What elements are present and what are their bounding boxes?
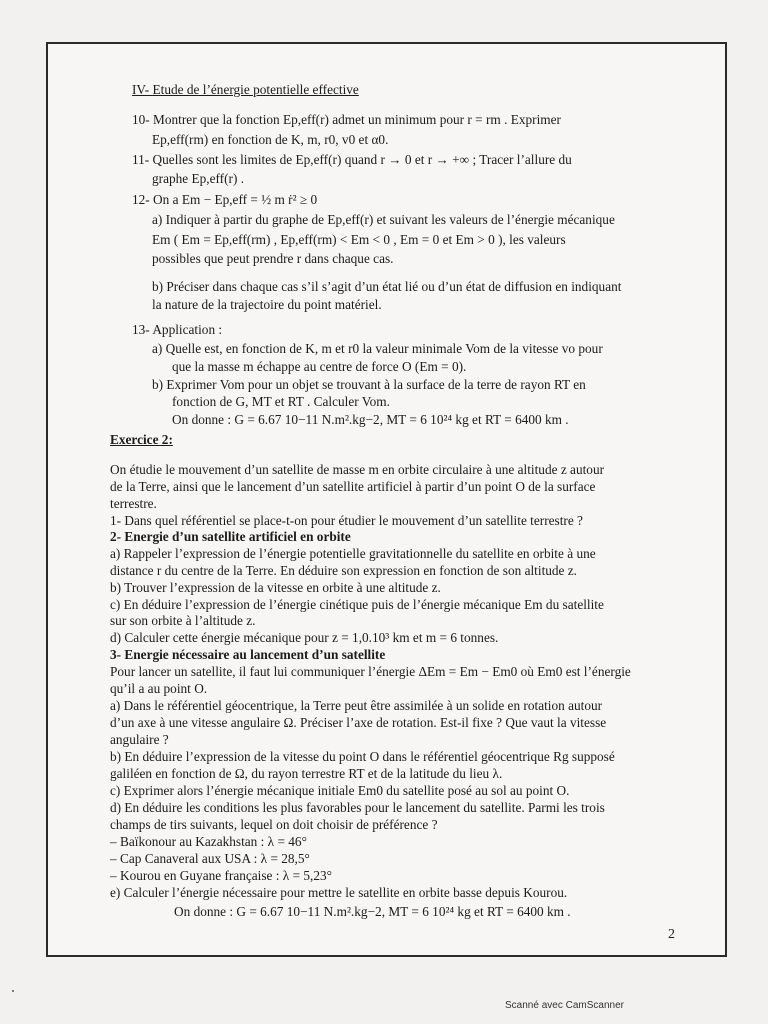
- ex2-line: Pour lancer un satellite, il faut lui communiquer l’énergie ΔEm = Em − Em0 où Em0 est l’énergie: [110, 664, 631, 679]
- ex2-line: terrestre.: [110, 496, 157, 511]
- ex2-line: champs de tirs suivants, lequel on doit choisir de préférence ?: [110, 817, 438, 832]
- page-frame: [46, 42, 727, 957]
- q13-line-6: On donne : G = 6.67 10−11 N.m².kg−2, MT = 6 10²⁴ kg et RT = 6400 km .: [172, 412, 569, 427]
- ex2-line: c) Exprimer alors l’énergie mécanique initiale Em0 du satellite posé au sol au point O.: [110, 783, 570, 798]
- exercice2-title: Exercice 2:: [110, 432, 173, 447]
- q13-line-5: fonction de G, MT et RT . Calculer Vom.: [172, 394, 390, 409]
- ex2-line: – Baïkonour au Kazakhstan : λ = 46°: [110, 834, 307, 849]
- ex2-heading: 2- Energie d’un satellite artificiel en orbite: [110, 529, 351, 544]
- ex2-line: d) En déduire les conditions les plus favorables pour le lancement du satellite. Parmi les trois: [110, 800, 605, 815]
- q12-line-1: 12- On a Em − Ep,eff = ½ m ṙ² ≥ 0: [132, 192, 318, 207]
- q11-line-1: 11- Quelles sont les limites de Ep,eff(r) quand r → 0 et r → +∞ ; Tracer l’allure du: [132, 152, 572, 167]
- section-iv-title: IV- Etude de l’énergie potentielle effective: [132, 82, 359, 97]
- ex2-heading: 3- Energie nécessaire au lancement d’un satellite: [110, 647, 386, 662]
- ex2-line: 1- Dans quel référentiel se place-t-on pour étudier le mouvement d’un satellite terrestre ?: [110, 513, 583, 528]
- ex2-line: e) Calculer l’énergie nécessaire pour mettre le satellite en orbite basse depuis Kourou.: [110, 885, 568, 900]
- scanner-watermark: Scanné avec CamScanner: [505, 1000, 624, 1011]
- ex2-line: d’un axe à une vitesse angulaire Ω. Préciser l’axe de rotation. Est-il fixe ? Que vaut la vitesse: [110, 715, 607, 730]
- q13-line-2: a) Quelle est, en fonction de K, m et r0 la valeur minimale Vom de la vitesse vo pour: [152, 341, 603, 356]
- q12-line-3: Em ( Em = Ep,eff(rm) , Ep,eff(rm) < Em < 0 , Em = 0 et Em > 0 ), les valeurs: [152, 232, 566, 247]
- q13-line-4: b) Exprimer Vom pour un objet se trouvant à la surface de la terre de rayon RT en: [152, 377, 586, 392]
- q13-line-3: que la masse m échappe au centre de force O (Em = 0).: [172, 359, 467, 374]
- ex2-line: b) En déduire l’expression de la vitesse du point O dans le référentiel géocentrique Rg supposé: [110, 749, 615, 764]
- page-number: 2: [668, 927, 675, 942]
- q10-line-1: 10- Montrer que la fonction Ep,eff(r) admet un minimum pour r = rm . Exprimer: [132, 112, 561, 127]
- ex2-line: a) Rappeler l’expression de l’énergie potentielle gravitationnelle du satellite en orbite à une: [110, 546, 596, 561]
- ex2-line: de la Terre, ainsi que le lancement d’un satellite artificiel à partir d’un point O de la surface: [110, 479, 596, 494]
- ex2-line: On étudie le mouvement d’un satellite de masse m en orbite circulaire à une altitude z autour: [110, 462, 605, 477]
- ex2-line: d) Calculer cette énergie mécanique pour z = 1,0.10³ km et m = 6 tonnes.: [110, 630, 499, 645]
- ex2-line: galiléen en fonction de Ω, du rayon terrestre RT et de la latitude du lieu λ.: [110, 766, 503, 781]
- ex2-line: b) Trouver l’expression de la vitesse en orbite à une altitude z.: [110, 580, 441, 595]
- q10-line-2: Ep,eff(rm) en fonction de K, m, r0, v0 et α0.: [152, 132, 389, 147]
- q12-line-6: la nature de la trajectoire du point matériel.: [152, 297, 382, 312]
- ex2-line: qu’il a au point O.: [110, 681, 208, 696]
- ex2-line: sur son orbite à l’altitude z.: [110, 613, 256, 628]
- q11-line-2: graphe Ep,eff(r) .: [152, 171, 245, 186]
- q13-line-1: 13- Application :: [132, 322, 223, 337]
- ex2-line: – Cap Canaveral aux USA : λ = 28,5°: [110, 851, 310, 866]
- ex2-line: c) En déduire l’expression de l’énergie cinétique puis de l’énergie mécanique Em du satellite: [110, 597, 604, 612]
- ex2-line: a) Dans le référentiel géocentrique, la Terre peut être assimilée à un solide en rotation autour: [110, 698, 603, 713]
- ex2-line: angulaire ?: [110, 732, 169, 747]
- scan-speck: [12, 990, 14, 992]
- ex2-line: On donne : G = 6.67 10−11 N.m².kg−2, MT = 6 10²⁴ kg et RT = 6400 km .: [174, 904, 571, 919]
- ex2-line: distance r du centre de la Terre. En déduire son expression en fonction de son altitude z.: [110, 563, 578, 578]
- ex2-line: – Kourou en Guyane française : λ = 5,23°: [110, 868, 332, 883]
- q12-line-4: possibles que peut prendre r dans chaque cas.: [152, 251, 394, 266]
- q12-line-2: a) Indiquer à partir du graphe de Ep,eff(r) et suivant les valeurs de l’énergie mécanique: [152, 212, 615, 227]
- q12-line-5: b) Préciser dans chaque cas s’il s’agit d’un état lié ou d’un état de diffusion en indiquant: [152, 279, 622, 294]
- page-content: [48, 44, 725, 955]
